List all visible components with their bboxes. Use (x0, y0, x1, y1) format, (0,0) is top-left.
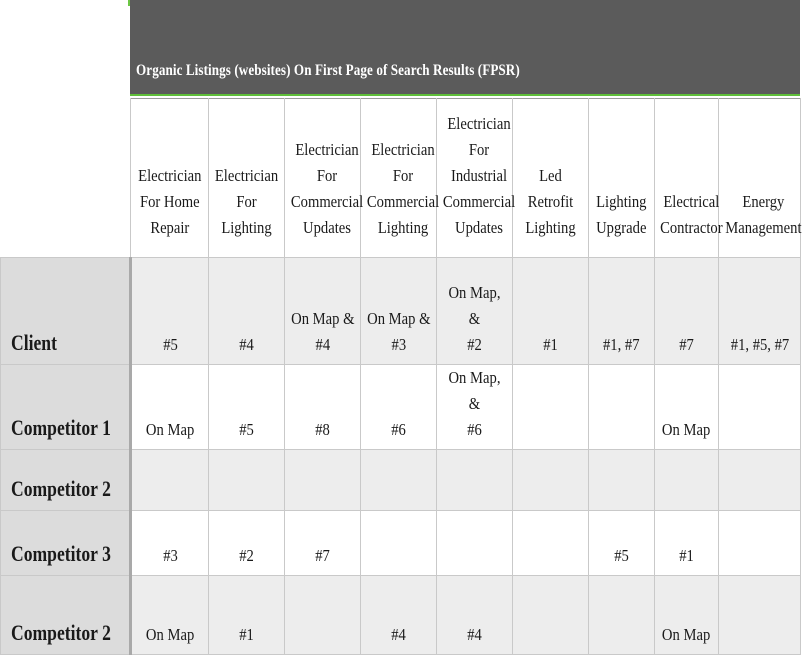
table-cell (285, 450, 361, 511)
table-cell (719, 511, 801, 576)
table-cell (131, 450, 209, 511)
table-cell: #6 (361, 365, 437, 450)
table-cell: #4 (209, 258, 285, 365)
header-row (1, 99, 801, 258)
table-cell: #4 (361, 576, 437, 655)
table-cell: #1, #7 (589, 258, 655, 365)
table-cell (437, 450, 513, 511)
table-cell (719, 450, 801, 511)
column-header: Energy Management (719, 99, 801, 258)
table-cell (513, 365, 589, 450)
column-header: Electrician For Home Repair (131, 99, 209, 258)
row-label: Client (1, 258, 131, 365)
column-header: Lighting Upgrade (589, 99, 655, 258)
table-cell: On Map & #3 (361, 258, 437, 365)
table-cell: #1 (209, 576, 285, 655)
table-cell: On Map, & #2 (437, 258, 513, 365)
table-cell (361, 511, 437, 576)
column-header: Led Retrofit Lighting (513, 99, 589, 258)
column-header: Electrical Contractor (655, 99, 719, 258)
table-cell (513, 450, 589, 511)
table-cell (589, 450, 655, 511)
table-cell: #2 (209, 511, 285, 576)
row-label: Competitor 3 (1, 511, 131, 576)
table-cell (719, 576, 801, 655)
table-cell: #5 (131, 258, 209, 365)
table-banner (130, 0, 800, 96)
table-cell (655, 450, 719, 511)
table-cell: On Map (655, 576, 719, 655)
table-cell (589, 576, 655, 655)
table-cell: On Map (131, 576, 209, 655)
table-cell (513, 576, 589, 655)
table-cell: #1, #5, #7 (719, 258, 801, 365)
table-cell: #5 (589, 511, 655, 576)
column-header: Electrician For Commercial Updates (285, 99, 361, 258)
table-cell (361, 450, 437, 511)
table-cell: On Map (131, 365, 209, 450)
table-cell (437, 511, 513, 576)
table-cell: #5 (209, 365, 285, 450)
table-cell: #7 (285, 511, 361, 576)
table-cell (209, 450, 285, 511)
table-cell (589, 365, 655, 450)
column-header: Electrician For Commercial Lighting (361, 99, 437, 258)
table-cell (285, 576, 361, 655)
row-label: Competitor 1 (1, 365, 131, 450)
table-cell (513, 511, 589, 576)
row-label: Competitor 2 (1, 576, 131, 655)
table-row-competitor-2 (1, 450, 801, 511)
table-row-client (1, 258, 801, 365)
table-row-competitor-2b (1, 576, 801, 655)
rankings-table (0, 98, 801, 655)
table-cell: #4 (437, 576, 513, 655)
table-cell: On Map (655, 365, 719, 450)
table-title: Organic Listings (websites) On First Page of Search Results (FPSR) (136, 62, 520, 79)
table-cell: #8 (285, 365, 361, 450)
table-cell: On Map & #4 (285, 258, 361, 365)
table-row-competitor-3 (1, 511, 801, 576)
table-cell: #7 (655, 258, 719, 365)
row-label: Competitor 2 (1, 450, 131, 511)
table-cell: #1 (513, 258, 589, 365)
column-header: Electrician For Lighting (209, 99, 285, 258)
corner-cell (1, 99, 131, 258)
table-row-competitor-1 (1, 365, 801, 450)
column-header: Electrician For Industrial Commercial Updates (437, 99, 513, 258)
table-cell: #1 (655, 511, 719, 576)
table-cell (719, 365, 801, 450)
table-cell: #3 (131, 511, 209, 576)
table-cell: On Map, & #6 (437, 365, 513, 450)
